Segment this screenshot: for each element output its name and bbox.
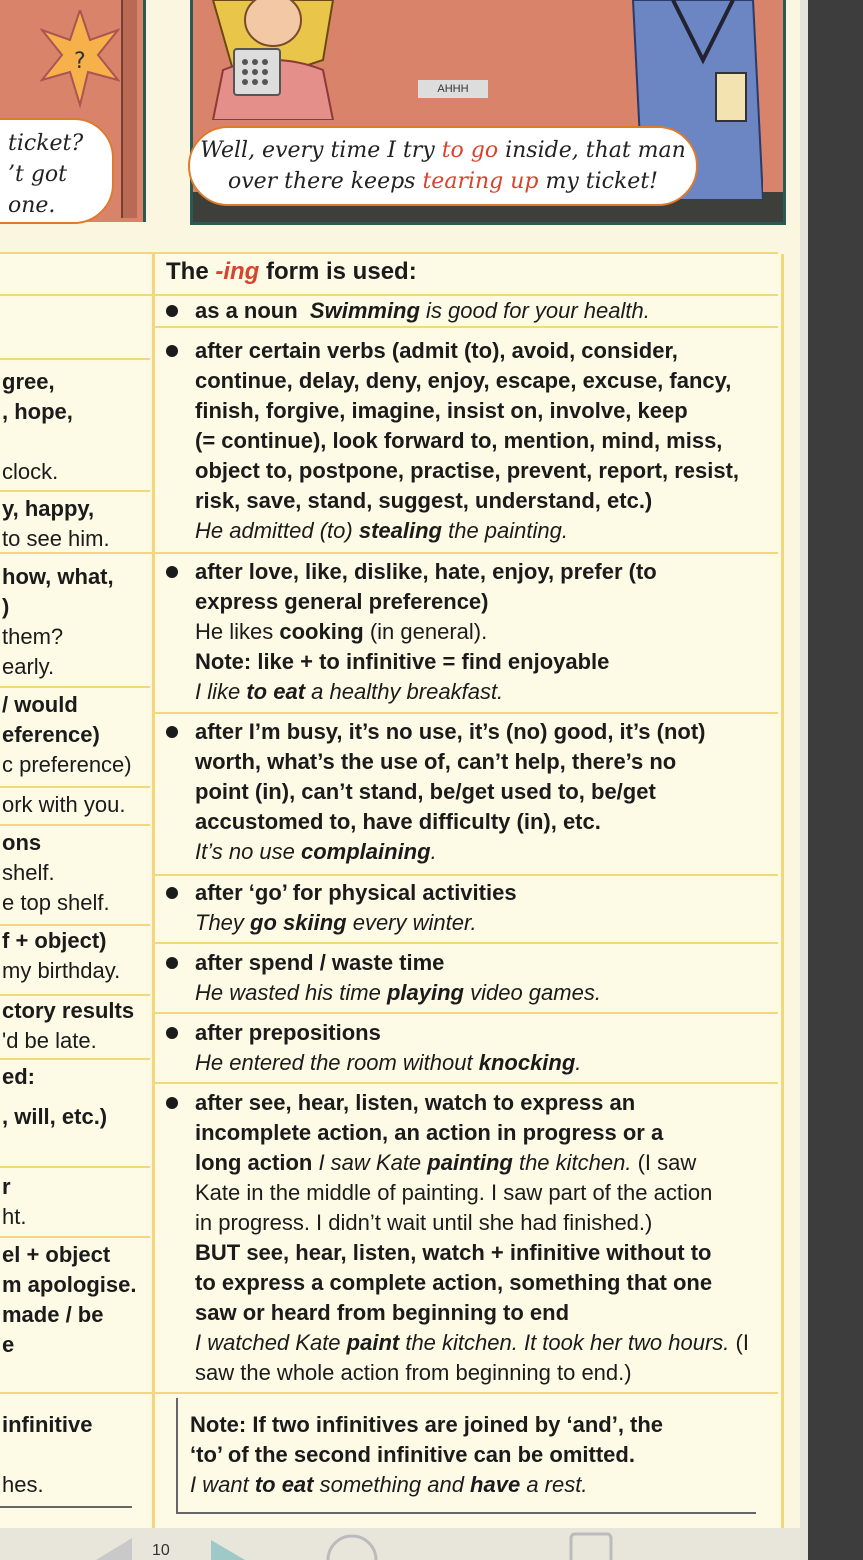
section-title	[166, 258, 417, 286]
left-column-line: eference)	[2, 722, 100, 747]
note-infinitives	[190, 1410, 775, 1500]
left-underline	[0, 1506, 132, 1508]
bubble-right-line2	[190, 169, 696, 194]
forward-arrow-icon[interactable]	[205, 1534, 245, 1560]
left-column-line: y, happy,	[2, 496, 95, 521]
example-key: go skiing	[250, 910, 347, 935]
left-column-line: clock.	[2, 459, 59, 484]
left-column-line: ctory results	[2, 998, 135, 1023]
rule-spend-waste	[195, 948, 780, 1008]
explanation-line: saw the whole action from beginning to end.)	[195, 1360, 632, 1385]
title-ing: -ing	[215, 258, 260, 285]
spiky-burst-icon	[40, 10, 120, 110]
table-divider	[152, 326, 778, 328]
rule-certain-verbs	[195, 336, 780, 546]
example-text: something and	[313, 1472, 471, 1497]
example-text: is good for your health.	[419, 298, 650, 323]
rule-perception-verbs	[195, 1088, 780, 1388]
table-divider	[152, 1012, 778, 1014]
rule-line: object to, postpone, practise, prevent, report, resist,	[195, 458, 740, 483]
rule-line: after prepositions	[195, 1020, 381, 1045]
example-text: (in general).	[363, 619, 488, 644]
left-column-line: to see him.	[2, 526, 110, 551]
example-text: I like	[195, 679, 247, 704]
example-key: playing	[386, 980, 464, 1005]
rule-line: BUT see, hear, listen, watch + infinitive without to	[195, 1240, 712, 1265]
rule-text: as a noun	[195, 298, 298, 323]
table-divider	[152, 1082, 778, 1084]
recent-apps-icon[interactable]	[567, 1530, 615, 1560]
left-column-line: early.	[2, 654, 55, 679]
rule-line: worth, what’s the use of, can’t help, there’s no	[195, 749, 677, 774]
bubble-text: Well, every time I try	[200, 138, 442, 163]
rule-line: continue, delay, deny, enjoy, escape, excuse, fancy,	[195, 368, 732, 393]
left-column-line: them?	[2, 624, 64, 649]
example-key: to eat	[254, 1472, 314, 1497]
table-divider	[152, 874, 778, 876]
rule-line: express general preference)	[195, 589, 489, 614]
title-text: form is used:	[259, 258, 417, 285]
bubble-right-line1	[190, 138, 696, 163]
table-divider	[0, 1166, 150, 1168]
bubble-highlight: tearing up	[422, 169, 539, 194]
bullet-icon	[166, 887, 178, 899]
left-column-line: / would	[2, 692, 78, 717]
example-text: They	[195, 910, 251, 935]
title-text: The	[166, 258, 216, 285]
rule-line: after see, hear, listen, watch to express an	[195, 1090, 636, 1115]
example-key: cooking	[279, 619, 364, 644]
left-column-line: my birthday.	[2, 958, 121, 983]
speech-bubble-right	[188, 126, 698, 206]
left-column-line: el + object	[2, 1242, 111, 1267]
left-column-line: shelf.	[2, 860, 55, 885]
left-column-line: ht.	[2, 1204, 27, 1229]
table-divider	[0, 552, 778, 554]
rule-line: after ‘go’ for physical activities	[195, 880, 517, 905]
example-text: the painting.	[441, 518, 568, 543]
left-column-line: , will, etc.)	[2, 1104, 108, 1129]
door-frame	[121, 0, 137, 218]
left-column-line: c preference)	[2, 752, 132, 777]
rule-go	[195, 878, 780, 938]
rule-line: after spend / waste time	[195, 950, 445, 975]
bullet-icon	[166, 345, 178, 357]
comic-strip	[0, 0, 800, 250]
explanation-line: in progress. I didn’t wait until she had finished.)	[195, 1210, 653, 1235]
table-divider	[0, 358, 150, 360]
left-column-line: how, what,	[2, 564, 114, 589]
example-key: paint	[346, 1330, 400, 1355]
left-column-line: hes.	[2, 1472, 44, 1497]
example-key: knocking	[478, 1050, 576, 1075]
left-column-line: m apologise.	[2, 1272, 137, 1297]
example-text: He entered the room without	[195, 1050, 479, 1075]
back-arrow-icon[interactable]	[92, 1532, 138, 1560]
rule-noun	[195, 296, 780, 326]
example-key: to eat	[246, 679, 306, 704]
bubble-left-line: one.	[8, 193, 56, 218]
example-text: the kitchen. It took her two hours.	[399, 1330, 730, 1355]
left-column-line: e top shelf.	[2, 890, 110, 915]
bubble-left-line: ’t got	[8, 162, 67, 187]
example-text: a healthy breakfast.	[305, 679, 504, 704]
rule-expressions	[195, 717, 780, 867]
bubble-left-line: ticket?	[8, 131, 84, 156]
left-column-line: made / be	[2, 1302, 104, 1327]
example-text: I want	[190, 1472, 255, 1497]
bubble-highlight: to go	[441, 138, 499, 163]
example-key: stealing	[358, 518, 442, 543]
example-text: video games.	[463, 980, 601, 1005]
example-key: have	[470, 1472, 521, 1497]
bullet-icon	[166, 566, 178, 578]
example-text: .	[430, 839, 437, 864]
table-divider	[152, 712, 778, 714]
example-key: complaining	[301, 839, 431, 864]
rule-line: saw or heard from beginning to end	[195, 1300, 570, 1325]
viewer-frame-edge	[800, 0, 863, 1560]
bottom-nav-bar	[0, 1528, 800, 1560]
left-column-line: infinitive	[2, 1412, 93, 1437]
example-key: painting	[427, 1150, 513, 1175]
example-text: It’s no use	[195, 839, 301, 864]
bullet-icon	[166, 1097, 178, 1109]
note-line: Note: If two infinitives are joined by ‘and’, the	[190, 1412, 664, 1437]
table-divider	[152, 942, 778, 944]
rule-line: after love, like, dislike, hate, enjoy, prefer (to	[195, 559, 657, 584]
left-column-line: 'd be late.	[2, 1028, 97, 1053]
rule-prepositions	[195, 1018, 780, 1078]
example-text: I saw Kate	[318, 1150, 428, 1175]
bullet-icon	[166, 1027, 178, 1039]
table-divider	[0, 786, 150, 788]
example-text: He wasted his time	[195, 980, 387, 1005]
left-column-line: , hope,	[2, 399, 73, 424]
svg-text:?: ?	[74, 49, 86, 74]
rule-line: incomplete action, an action in progress or a	[195, 1120, 664, 1145]
rule-text: long action	[195, 1150, 319, 1175]
home-circle-icon[interactable]	[325, 1530, 379, 1560]
rule-preference-verbs	[195, 557, 780, 707]
rule-line: finish, forgive, imagine, insist on, involve, keep	[195, 398, 688, 423]
table-divider	[0, 824, 150, 826]
bubble-text: inside, that man	[498, 138, 686, 163]
rule-line: (= continue), look forward to, mention, mind, miss,	[195, 428, 723, 453]
sign: AHHH	[418, 80, 488, 98]
left-column-line: f + object)	[2, 928, 107, 953]
bullet-icon	[166, 726, 178, 738]
bubble-text: my ticket!	[538, 169, 659, 194]
rule-line: after I’m busy, it’s no use, it’s (no) good, it’s (not)	[195, 719, 706, 744]
example-text: .	[575, 1050, 582, 1075]
table-divider	[0, 1236, 150, 1238]
rule-line: to express a complete action, something that one	[195, 1270, 713, 1295]
rule-line: after certain verbs (admit (to), avoid, consider,	[195, 338, 678, 363]
rule-line: point (in), can’t stand, be/get used to, be/get	[195, 779, 656, 804]
table-divider	[0, 490, 150, 492]
bullet-icon	[166, 957, 178, 969]
explanation-text: (I saw	[631, 1150, 697, 1175]
example-text: a rest.	[520, 1472, 588, 1497]
bubble-text: over there keeps	[227, 169, 423, 194]
left-column-line: e	[2, 1332, 15, 1357]
table-divider	[0, 1392, 778, 1394]
example-text: He likes	[195, 619, 280, 644]
speech-bubble-left	[0, 118, 114, 224]
table-divider	[0, 252, 778, 254]
page-edge	[800, 0, 808, 1560]
explanation-line: Kate in the middle of painting. I saw part of the action	[195, 1180, 713, 1205]
rule-line: risk, save, stand, suggest, understand, etc.)	[195, 488, 653, 513]
example-text: every winter.	[346, 910, 477, 935]
bullet-icon	[166, 305, 178, 317]
example-key: Swimming	[309, 298, 420, 323]
left-column-line: gree,	[2, 369, 55, 394]
example-text: He admitted (to)	[195, 518, 359, 543]
page-number: 10	[152, 1542, 170, 1559]
phone-icon	[233, 48, 281, 96]
left-column-line: ork with you.	[2, 792, 126, 817]
example-text: the kitchen.	[512, 1150, 632, 1175]
table-divider	[0, 686, 150, 688]
note-line: ‘to’ of the second infinitive can be omitted.	[190, 1442, 635, 1467]
left-column-line: )	[2, 594, 10, 619]
rule-line: accustomed to, have difficulty (in), etc.	[195, 809, 601, 834]
rule-note: Note: like + to infinitive = find enjoyable	[195, 649, 610, 674]
example-text: I watched Kate	[195, 1330, 347, 1355]
left-column-line: r	[2, 1174, 11, 1199]
table-divider	[0, 924, 150, 926]
id-badge-icon	[715, 72, 747, 122]
left-column-line: ed:	[2, 1064, 35, 1089]
explanation-text: (I	[729, 1330, 749, 1355]
left-column-line: ons	[2, 830, 42, 855]
table-divider	[0, 1058, 150, 1060]
table-divider	[0, 994, 150, 996]
